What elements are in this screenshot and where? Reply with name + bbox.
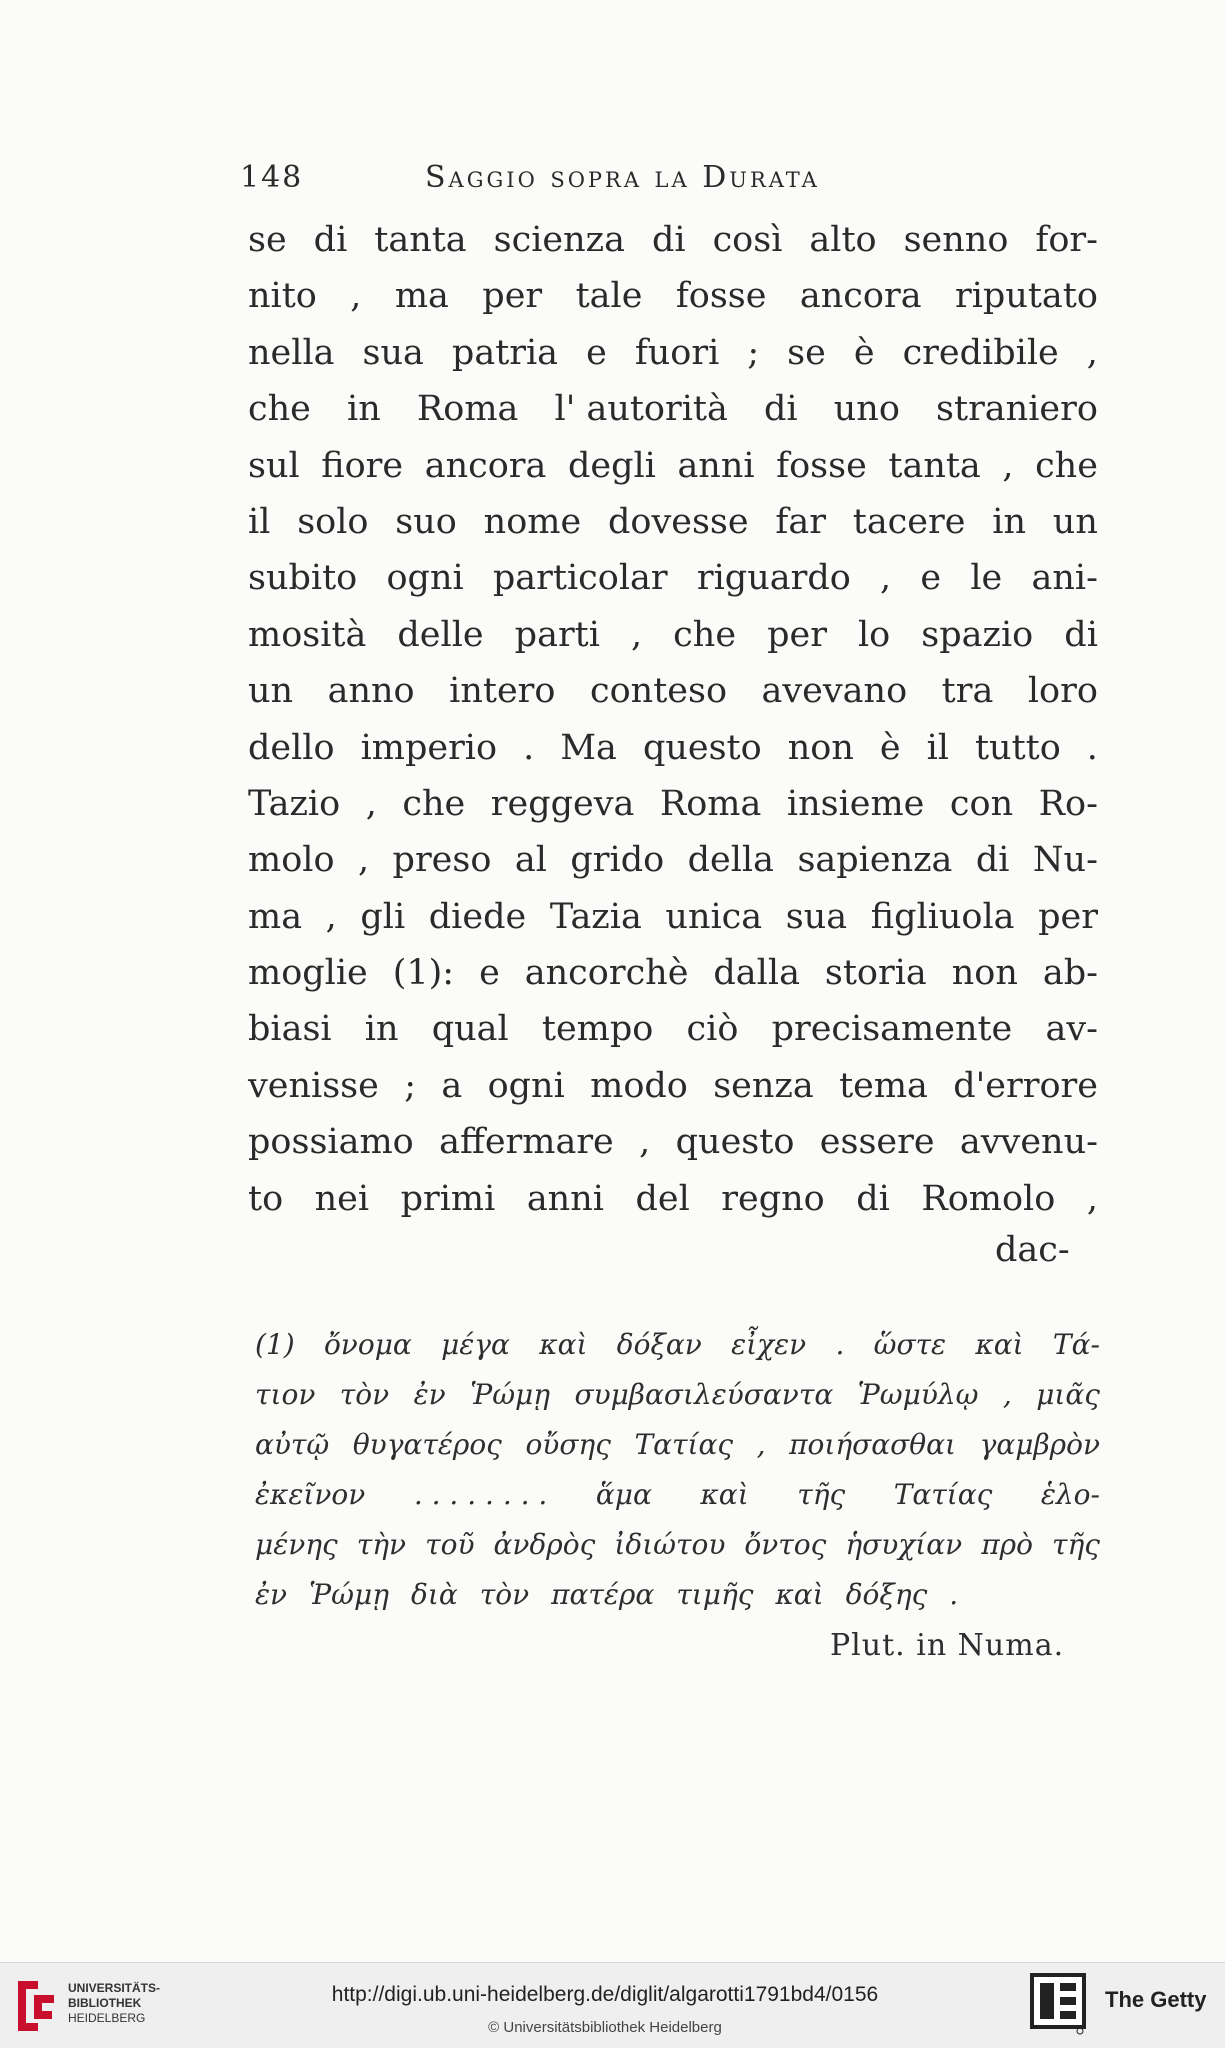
word: figliuola <box>870 896 1015 937</box>
word: avevano <box>761 671 908 712</box>
word: questo <box>642 727 762 768</box>
footnote-line <box>255 1470 1100 1520</box>
footnote-word: ἐκεῖνον <box>255 1478 366 1511</box>
word: , <box>1086 1178 1098 1219</box>
word: ancora <box>424 445 547 486</box>
footnote-word: οὔσης <box>525 1428 611 1461</box>
word: sapienza <box>797 840 953 881</box>
footnote-word: ποιήσασθαι <box>789 1428 957 1461</box>
text-line <box>248 550 1098 606</box>
body-text <box>248 212 1098 1227</box>
word: , <box>357 840 370 881</box>
footnote-word: διὰ <box>410 1578 458 1611</box>
word: anni <box>526 1178 604 1219</box>
word: dello <box>248 727 335 768</box>
word: ancora <box>799 276 922 317</box>
text-line <box>248 1171 1098 1227</box>
word: , <box>325 896 337 937</box>
word: lo <box>857 614 891 655</box>
footnote-word: Ῥώμῃ <box>309 1578 389 1611</box>
word: tutto <box>974 727 1061 768</box>
text-line <box>248 1001 1098 1057</box>
getty-name: The Getty <box>1105 1987 1207 2012</box>
word: per <box>1038 896 1098 937</box>
footnote-word: μιᾶς <box>1036 1378 1100 1411</box>
word: in <box>364 1009 399 1050</box>
word: e <box>920 558 942 599</box>
footnote-word: μένης <box>255 1528 338 1561</box>
footnote-word: μέγα <box>441 1328 510 1361</box>
permalink[interactable]: http://digi.ub.uni-heidelberg.de/diglit/algarotti1791bd4/0156 <box>331 1983 879 2006</box>
footnote-word: πατέρα <box>551 1578 655 1611</box>
word: affermare <box>439 1122 614 1163</box>
text-line <box>248 1058 1098 1114</box>
word: così <box>712 220 783 260</box>
footnote-word: ὄντος <box>744 1528 827 1561</box>
word: Roma <box>416 389 519 430</box>
word: uno <box>833 389 900 430</box>
word: tempo <box>541 1009 654 1050</box>
word: , <box>630 614 643 655</box>
word: , <box>880 558 892 599</box>
footnote-word: εἶχεν <box>731 1328 807 1361</box>
word: spazio <box>921 614 1034 655</box>
word: Nu- <box>1032 840 1098 881</box>
word: e <box>586 332 607 373</box>
word: , <box>1086 332 1098 373</box>
word: se <box>248 220 287 260</box>
word: Roma <box>659 783 762 824</box>
footnote-word: τοῦ <box>425 1528 475 1561</box>
library-name-line-1: UNIVERSITÄTS- <box>68 1981 161 1995</box>
footnote-word: ἐν <box>255 1578 288 1611</box>
text-line <box>248 325 1098 381</box>
word: in <box>992 501 1026 542</box>
library-name <box>68 1981 160 2026</box>
word: ma <box>394 276 449 317</box>
word: Tazio <box>248 783 341 824</box>
footnote-word: Ῥωμύλῳ <box>857 1378 979 1411</box>
word: , <box>1002 445 1014 486</box>
word: per <box>482 276 543 317</box>
word: moglie <box>248 953 368 994</box>
footnote-word: Τατίας <box>893 1478 993 1511</box>
word: nito <box>248 276 317 317</box>
footnote-line <box>255 1570 1100 1620</box>
footnote-word: τιον <box>255 1378 316 1411</box>
footnote-word: τὸν <box>479 1578 530 1611</box>
word: unica <box>665 896 763 937</box>
footnote-word: ἅμα <box>595 1478 652 1511</box>
footnote-word: Ῥώμῃ <box>470 1378 551 1411</box>
word: suo <box>395 501 457 542</box>
word: di <box>1064 614 1098 655</box>
word: qual <box>431 1009 509 1050</box>
word: possiamo <box>248 1122 414 1163</box>
word: di <box>313 220 348 260</box>
word: subito <box>248 558 358 599</box>
word: delle <box>397 614 484 655</box>
word: ogni <box>487 1065 565 1106</box>
text-line <box>248 1114 1098 1170</box>
word: nome <box>483 501 582 542</box>
word: venisse <box>248 1065 379 1106</box>
footnote-word: καὶ <box>975 1328 1024 1361</box>
word: fosse <box>675 276 767 317</box>
word: è <box>879 727 901 768</box>
word: credibile <box>902 332 1059 373</box>
word: biasi <box>248 1009 332 1050</box>
viewer-footer <box>0 1962 1225 2048</box>
text-line <box>248 607 1098 663</box>
catchword: dac- <box>995 1230 1070 1270</box>
word: non <box>951 953 1018 994</box>
word: storia <box>824 953 927 994</box>
word: riguardo <box>696 558 851 599</box>
footnote-word: ἰδιώτου <box>614 1528 726 1561</box>
library-name-line-3: HEIDELBERG <box>68 2011 146 2025</box>
word: l' autorità <box>554 389 728 430</box>
word: di <box>651 220 686 260</box>
copyright-notice: © Universitätsbibliothek Heidelberg <box>488 2019 722 2036</box>
word: di <box>856 1178 890 1219</box>
text-line <box>248 832 1098 888</box>
word: tacere <box>852 501 966 542</box>
word: straniero <box>936 389 1098 430</box>
word: , <box>350 276 362 317</box>
word: ani- <box>1031 558 1098 599</box>
text-line <box>248 889 1098 945</box>
word: dovesse <box>607 501 749 542</box>
word: loro <box>1027 671 1098 712</box>
word: conteso <box>590 671 728 712</box>
text-line <box>248 381 1098 437</box>
word: nei <box>314 1178 370 1219</box>
word: dalla <box>713 953 800 994</box>
word: . <box>523 727 535 768</box>
word: ancorchè <box>524 953 689 994</box>
word: gli <box>360 896 406 937</box>
footnote-word: (1) <box>255 1328 295 1361</box>
text-line <box>248 945 1098 1001</box>
text-line <box>248 494 1098 550</box>
text-line <box>248 438 1098 494</box>
word: insieme <box>786 783 925 824</box>
word: for- <box>1035 220 1098 260</box>
word: le <box>970 558 1003 599</box>
footnote-word: καὶ <box>700 1478 749 1511</box>
word: preso <box>392 840 492 881</box>
footnote-word: πρὸ <box>981 1528 1033 1561</box>
footnote-word: ἡσυχίαν <box>845 1528 963 1561</box>
text-line <box>248 720 1098 776</box>
word: precisamente <box>771 1009 1013 1050</box>
word: il <box>926 727 949 768</box>
footnote-word: ὥστε <box>873 1328 947 1361</box>
footnote-word: τὴν <box>356 1528 407 1561</box>
word: se <box>787 332 826 373</box>
word: non <box>787 727 854 768</box>
text-line <box>248 212 1098 268</box>
word: nella <box>248 332 335 373</box>
word: di <box>975 840 1010 881</box>
word: mosità <box>248 614 367 655</box>
footnote-word: καὶ <box>775 1578 824 1611</box>
word: senza <box>713 1065 814 1106</box>
word: sua <box>785 896 848 937</box>
word: diede <box>428 896 527 937</box>
running-head-title: Saggio sopra la Durata <box>425 160 820 195</box>
word: alto <box>809 220 877 260</box>
word: un <box>1052 501 1098 542</box>
footnote-word: θυγατέρος <box>352 1428 502 1461</box>
word: far <box>775 501 826 542</box>
footnote-word: Τά- <box>1052 1328 1100 1361</box>
word: è <box>853 332 875 373</box>
word: Tazia <box>549 896 642 937</box>
word: un <box>248 671 294 712</box>
word: to <box>248 1178 284 1219</box>
word: tema <box>839 1065 928 1106</box>
footnote-word: γαμβρὸν <box>979 1428 1100 1461</box>
word: anno <box>327 671 415 712</box>
footnote-word: ὄνομα <box>323 1328 412 1361</box>
text-line <box>248 663 1098 719</box>
word: senno <box>903 220 1009 260</box>
word: al <box>514 840 547 881</box>
footnote-word: . . . . . . . . <box>413 1478 548 1511</box>
footnote-word: αὐτῷ <box>255 1428 330 1461</box>
footnote-word: καὶ <box>539 1328 588 1361</box>
footnote-line <box>255 1420 1100 1470</box>
word: fuori <box>634 332 720 373</box>
word: riputato <box>954 276 1098 317</box>
footnote-line <box>255 1520 1100 1570</box>
word: ab- <box>1042 953 1098 994</box>
footnote-word: τὸν <box>339 1378 390 1411</box>
word: av- <box>1045 1009 1098 1050</box>
word: fiore <box>321 445 404 486</box>
word: tale <box>575 276 643 317</box>
library-name-line-2: BIBLIOTHEK <box>68 1996 142 2010</box>
word: modo <box>590 1065 688 1106</box>
word: in <box>347 389 381 430</box>
word: particolar <box>492 558 668 599</box>
word: parti <box>514 614 600 655</box>
word: che <box>402 783 466 824</box>
word: e <box>479 953 500 994</box>
word: Ro- <box>1038 783 1098 824</box>
footnote-word: ἀνδρὸς <box>493 1528 596 1561</box>
word: che <box>248 389 311 430</box>
word: imperio <box>360 727 498 768</box>
word: per <box>767 614 827 655</box>
word: (1): <box>392 953 455 994</box>
word: Romolo <box>921 1178 1056 1219</box>
word: d'errore <box>953 1065 1098 1106</box>
word: regno <box>721 1178 825 1219</box>
word: solo <box>297 501 369 542</box>
word: molo <box>248 840 335 881</box>
footnote-word: ἐν <box>413 1378 446 1411</box>
footnote <box>255 1320 1100 1620</box>
word: . <box>1086 727 1098 768</box>
footnote-word: ἑλο- <box>1040 1478 1100 1511</box>
footnote-word: δόξαν <box>616 1328 702 1361</box>
word: tanta <box>374 220 467 260</box>
footnote-word: , <box>756 1428 766 1461</box>
word: ma <box>248 896 303 937</box>
footnote-word: Τατίας <box>634 1428 734 1461</box>
word: che <box>1035 445 1098 486</box>
footnote-word: . <box>835 1328 845 1361</box>
word: a <box>441 1065 463 1106</box>
word: reggeva <box>490 783 635 824</box>
text-line <box>248 776 1098 832</box>
word: sua <box>362 332 424 373</box>
word: il <box>248 501 271 542</box>
word: sul <box>248 445 300 486</box>
word: , <box>365 783 377 824</box>
word: che <box>673 614 737 655</box>
university-library-logo-icon <box>12 1977 58 2035</box>
word: ; <box>747 332 760 373</box>
word: patria <box>451 332 559 373</box>
footnote-source: Plut. in Numa. <box>830 1628 1065 1663</box>
word: anni <box>677 445 755 486</box>
word: ogni <box>386 558 464 599</box>
word: avvenu- <box>959 1122 1098 1163</box>
word: della <box>687 840 774 881</box>
footnote-word: τῆς <box>1052 1528 1100 1561</box>
running-head <box>240 160 930 204</box>
word: tra <box>941 671 994 712</box>
page-number: 148 <box>240 160 304 195</box>
word: degli <box>567 445 656 486</box>
word: intero <box>449 671 556 712</box>
footnote-line <box>255 1370 1100 1420</box>
word: Ma <box>560 727 617 768</box>
footnote-word: τιμῆς <box>676 1578 754 1611</box>
word: scienza <box>493 220 625 260</box>
word: primi <box>400 1178 496 1219</box>
word: di <box>764 389 798 430</box>
word: tanta <box>888 445 981 486</box>
word: fosse <box>776 445 867 486</box>
footnote-word: συμβασιλεύσαντα <box>574 1378 834 1411</box>
text-line <box>248 268 1098 324</box>
footnote-word: τῆς <box>797 1478 846 1511</box>
footnote-word: , <box>1002 1378 1012 1411</box>
word: , <box>639 1122 651 1163</box>
footnote-word: . <box>949 1578 959 1611</box>
word: del <box>635 1178 690 1219</box>
footnote-line <box>255 1320 1100 1370</box>
getty-logo-icon <box>1030 1973 1086 2035</box>
word: grido <box>570 840 665 881</box>
word: questo <box>675 1122 795 1163</box>
word: ; <box>404 1065 416 1106</box>
word: con <box>949 783 1014 824</box>
footnote-word: δόξης <box>845 1578 928 1611</box>
word: essere <box>819 1122 935 1163</box>
word: ciò <box>686 1009 739 1050</box>
